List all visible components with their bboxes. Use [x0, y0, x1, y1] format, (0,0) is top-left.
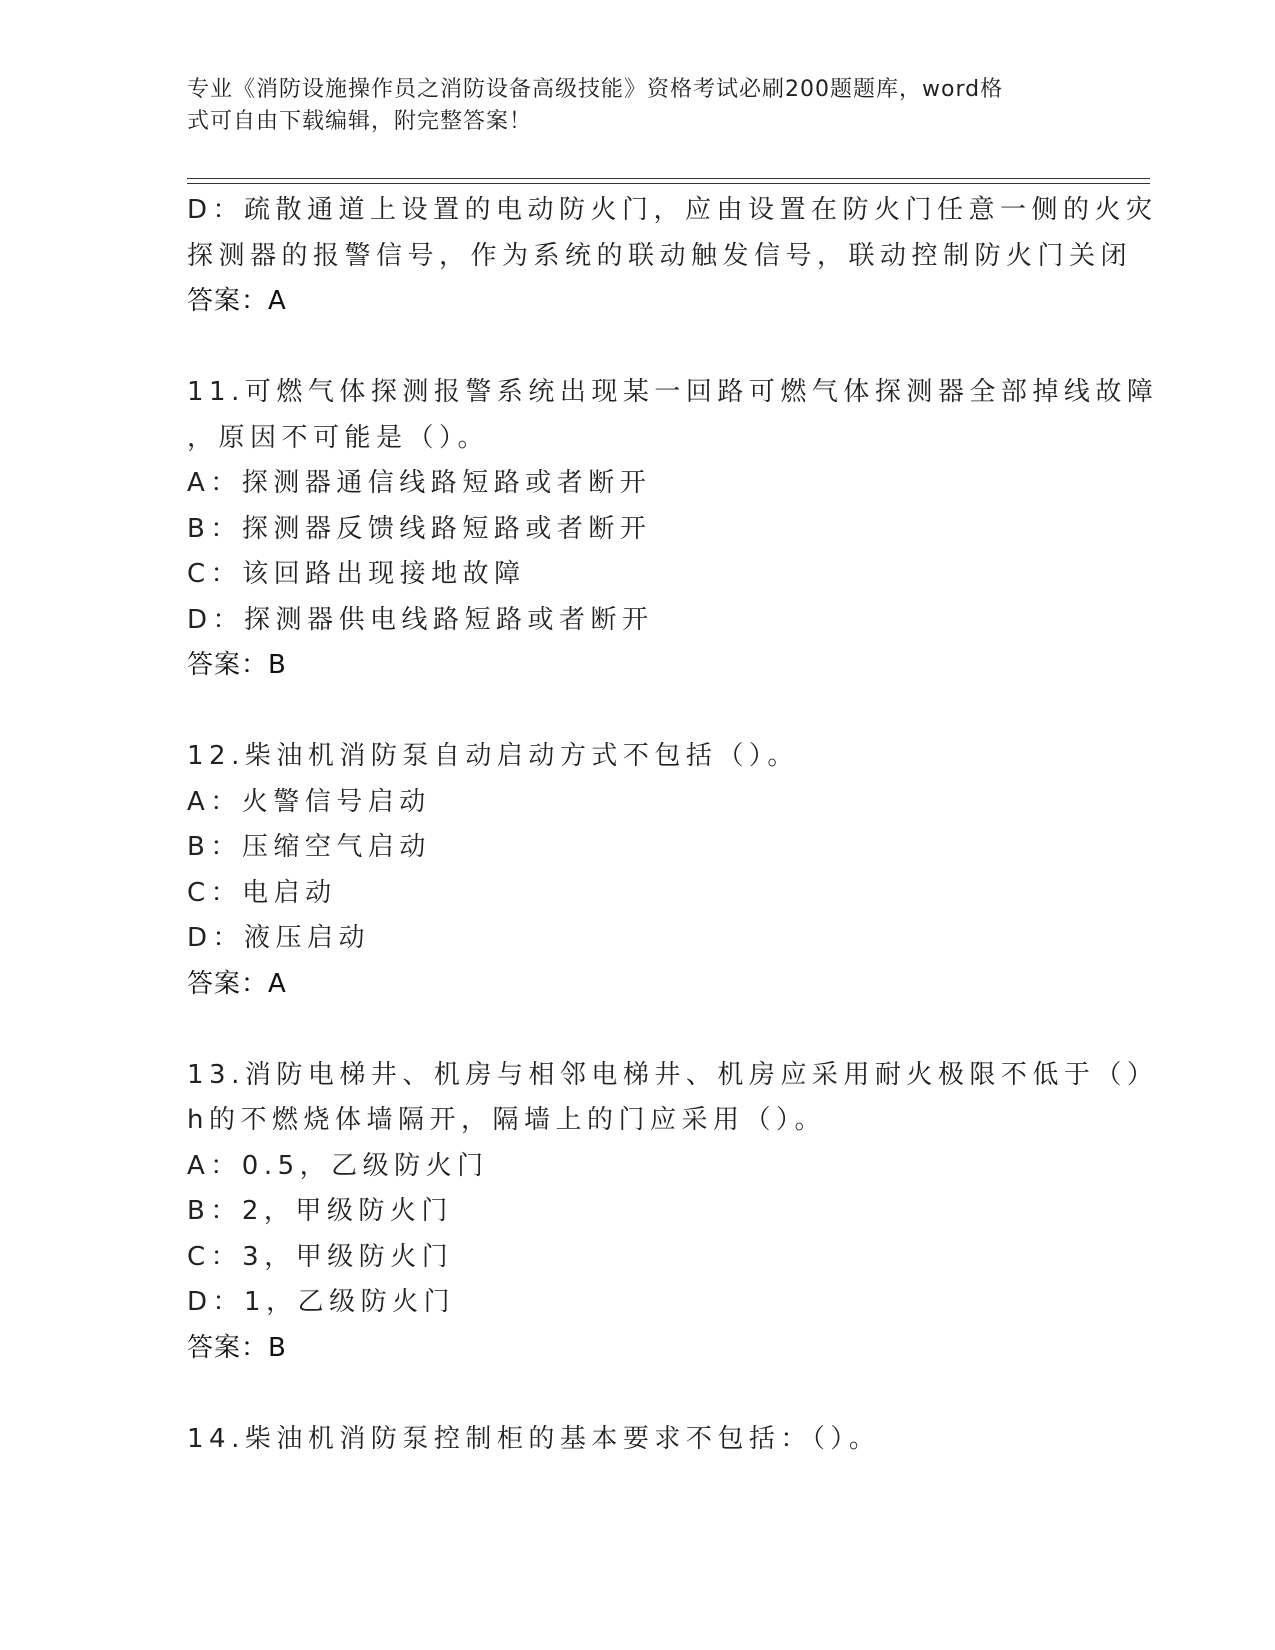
q12-stem-line-1: 12.柴油机消防泵自动启动方式不包括（）。: [187, 741, 799, 771]
question-list: [187, 188, 1159, 1462]
q13-option-b: B：2，甲级防火门: [187, 1196, 453, 1226]
header-divider-bottom: [187, 183, 1150, 184]
q12-option-a: A：火警信号启动: [187, 786, 431, 817]
q11-option-b: B：探测器反馈线路短路或者断开: [187, 513, 652, 544]
q11-stem-line-2: ，原因不可能是（）。: [187, 422, 490, 453]
q12-option-c: C：电启动: [187, 877, 337, 908]
q13-option-a: A：0.5，乙级防火门: [187, 1150, 489, 1181]
q11-option-c: C：该回路出现接地故障: [187, 559, 526, 589]
spacer: [187, 1007, 1087, 1053]
question-11: [187, 370, 1159, 689]
header-title-line-2: 式可自由下载编辑，附完整答案！: [187, 109, 533, 134]
question-14: [187, 1417, 1087, 1463]
question-12: [187, 734, 1087, 1007]
q10-option-d-line-2: 探测器的报警信号，作为系统的联动触发信号，联动控制防火门关闭: [187, 240, 1133, 271]
spacer: [187, 1371, 1087, 1417]
q13-stem-line-1: 13.消防电梯井、机房与相邻电梯井、机房应采用耐火极限不低于（）: [187, 1059, 1159, 1090]
spacer: [187, 689, 1087, 735]
q12-option-d: D：液压启动: [187, 923, 371, 953]
spacer: [187, 325, 1087, 371]
q14-stem-line-1: 14.柴油机消防泵控制柜的基本要求不包括：（）。: [187, 1423, 881, 1454]
q13-stem-line-2: h的不燃烧体墙隔开，隔墙上的门应采用（）。: [187, 1105, 826, 1135]
q11-stem-line-1: 11.可燃气体探测报警系统出现某一回路可燃气体探测器全部掉线故障: [187, 377, 1159, 407]
document-header: [187, 74, 1067, 138]
q10-answer: 答案：A: [187, 286, 287, 316]
q13-answer: 答案：B: [187, 1332, 287, 1363]
q12-option-b: B：压缩空气启动: [187, 832, 431, 862]
q12-answer: 答案：A: [187, 968, 287, 999]
q11-option-d: D：探测器供电线路短路或者断开: [187, 604, 654, 635]
header-divider-top: [187, 178, 1150, 179]
question-13: [187, 1053, 1159, 1372]
q11-answer: 答案：B: [187, 650, 287, 680]
q13-option-c: C：3，甲级防火门: [187, 1241, 454, 1272]
question-10: [187, 188, 1158, 325]
q10-option-d-line-1: D：疏散通道上设置的电动防火门，应由设置在防火门任意一侧的火灾: [187, 195, 1158, 225]
q11-option-a: A：探测器通信线路短路或者断开: [187, 468, 652, 498]
q13-option-d: D：1，乙级防火门: [187, 1287, 456, 1317]
header-title-line-1: 专业《消防设施操作员之消防设备高级技能》资格考试必刷200题题库，word格: [187, 77, 1004, 102]
